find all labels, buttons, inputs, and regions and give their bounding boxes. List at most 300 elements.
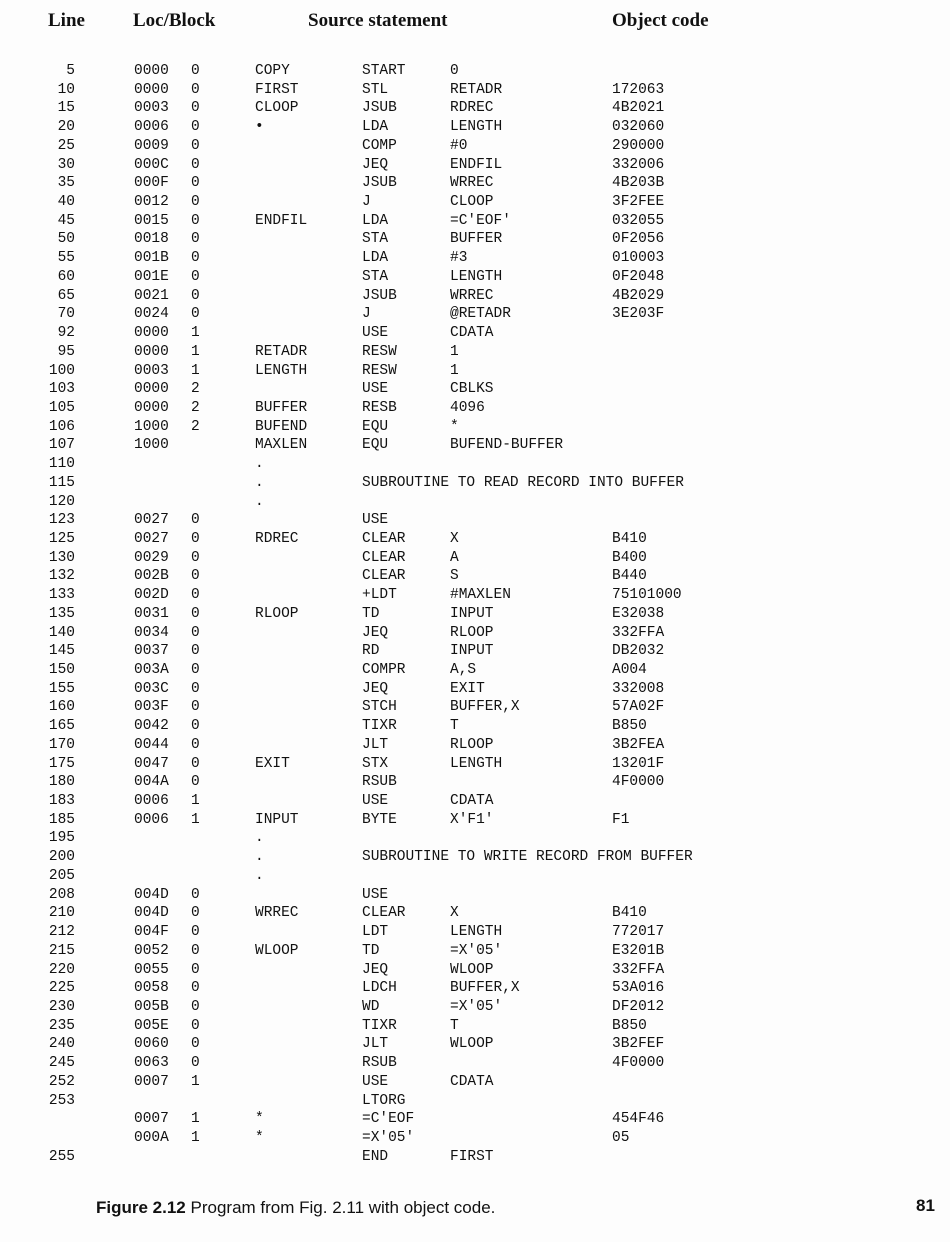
listing-row [0, 755, 950, 774]
operand: =C'EOF' [450, 212, 511, 229]
object-code: 172063 [612, 81, 665, 98]
block-number: 0 [191, 156, 200, 173]
block-number: 0 [191, 250, 200, 267]
line-number: 200 [48, 849, 75, 866]
location-counter: 0042 [134, 718, 169, 735]
operand: ENDFIL [450, 156, 503, 173]
opcode: STX [362, 755, 389, 772]
location-counter: 0000 [134, 399, 169, 416]
operand: CDATA [450, 325, 494, 342]
line-number: 65 [57, 287, 75, 304]
location-counter: 0018 [134, 231, 169, 248]
opcode: STA [362, 268, 389, 285]
opcode: CLEAR [362, 905, 406, 922]
listing-row [0, 1148, 950, 1167]
label: BUFFER [255, 399, 308, 416]
block-number: 0 [191, 662, 200, 678]
header-loc-block: Loc/Block [133, 10, 216, 31]
location-counter: 003C [134, 680, 169, 697]
block-number: 0 [191, 231, 200, 248]
object-code: 032060 [612, 119, 665, 136]
opcode: +LDT [362, 587, 397, 604]
listing-row [0, 886, 950, 905]
location-counter: 001B [134, 250, 169, 267]
operand: CDATA [450, 1073, 494, 1090]
location-counter: 0015 [134, 212, 169, 229]
block-number: 0 [191, 568, 200, 585]
header-source-statement: Source statement [308, 10, 448, 31]
operand: X [450, 905, 459, 922]
line-number: 155 [48, 680, 75, 697]
listing-row [0, 961, 950, 980]
line-number: 110 [48, 456, 75, 473]
label: * [255, 1111, 264, 1128]
label: . [255, 456, 264, 473]
block-number: 0 [191, 605, 200, 622]
operand: CLOOP [450, 194, 494, 211]
listing-row [0, 249, 950, 268]
block-number: 1 [191, 325, 200, 342]
listing-row [0, 1110, 950, 1129]
object-code: 332FFA [612, 961, 665, 978]
operand: WLOOP [450, 961, 494, 978]
object-code: 010003 [612, 250, 665, 267]
opcode: JLT [362, 736, 389, 753]
block-number: 0 [191, 718, 200, 735]
object-code: E32038 [612, 605, 665, 622]
operand: FIRST [450, 1148, 494, 1165]
location-counter: 004D [134, 905, 169, 922]
line-number: 135 [48, 605, 75, 622]
block-number: 2 [191, 399, 200, 416]
location-counter: 004F [134, 924, 169, 941]
listing-row [0, 511, 950, 530]
line-number: 225 [48, 980, 75, 997]
label: ENDFIL [255, 212, 308, 229]
location-counter: 0007 [134, 1073, 169, 1090]
operand: LENGTH [450, 924, 503, 941]
line-number: 55 [57, 250, 75, 267]
operand: 1 [450, 343, 459, 360]
header-object-code: Object code [612, 10, 709, 31]
label: LENGTH [255, 362, 308, 379]
opcode: LDT [362, 924, 389, 941]
label: MAXLEN [255, 437, 308, 454]
object-code: A004 [612, 662, 647, 678]
listing-row [0, 904, 950, 923]
operand: X [450, 530, 459, 547]
block-number: 0 [191, 774, 200, 791]
opcode: SUBROUTINE TO WRITE RECORD FROM BUFFER [362, 849, 693, 866]
opcode: USE [362, 512, 389, 529]
block-number: 0 [191, 755, 200, 772]
operand: CBLKS [450, 381, 494, 398]
opcode: JSUB [362, 287, 397, 304]
object-code: 3F2FEE [612, 194, 665, 211]
listing-row [0, 1092, 950, 1111]
operand: WLOOP [450, 1036, 494, 1053]
opcode: JSUB [362, 100, 397, 117]
object-code: 4F0000 [612, 1055, 665, 1072]
label: . [255, 474, 264, 491]
operand: EXIT [450, 680, 485, 697]
block-number: 0 [191, 961, 200, 978]
label: • [255, 119, 264, 136]
listing-row [0, 230, 950, 249]
operand: BUFEND-BUFFER [450, 437, 564, 454]
opcode: TIXR [362, 718, 397, 735]
operand: CDATA [450, 793, 494, 810]
opcode: LDCH [362, 980, 397, 997]
line-number: 95 [57, 343, 75, 360]
opcode: STL [362, 81, 389, 98]
opcode: LDA [362, 250, 389, 267]
operand: WRREC [450, 287, 494, 304]
location-counter: 0000 [134, 81, 169, 98]
block-number: 0 [191, 924, 200, 941]
location-counter: 0000 [134, 63, 169, 79]
line-number: 140 [48, 624, 75, 641]
location-counter: 0003 [134, 100, 169, 117]
opcode: CLEAR [362, 530, 406, 547]
label: * [255, 1129, 264, 1146]
block-number: 0 [191, 980, 200, 997]
line-number: 106 [48, 418, 75, 435]
block-number: 0 [191, 119, 200, 136]
line-number: 40 [57, 194, 75, 211]
object-code: B850 [612, 1017, 647, 1034]
operand: INPUT [450, 643, 494, 660]
line-number: 170 [48, 736, 75, 753]
listing-row [0, 268, 950, 287]
opcode: =X'05' [362, 1129, 415, 1146]
listing-row [0, 998, 950, 1017]
block-number: 0 [191, 1036, 200, 1053]
listing-row [0, 567, 950, 586]
listing-row [0, 586, 950, 605]
listing-row [0, 305, 950, 324]
operand: =X'05' [450, 998, 503, 1015]
location-counter: 0058 [134, 980, 169, 997]
location-counter: 0000 [134, 381, 169, 398]
block-number: 0 [191, 512, 200, 529]
operand: RLOOP [450, 624, 494, 641]
listing-row [0, 493, 950, 512]
object-code: 3B2FEF [612, 1036, 665, 1053]
block-number: 0 [191, 137, 200, 154]
object-code: 0F2056 [612, 231, 665, 248]
block-number: 0 [191, 306, 200, 323]
listing-row [0, 680, 950, 699]
label: COPY [255, 63, 290, 79]
listing-row [0, 811, 950, 830]
line-number: 70 [57, 306, 75, 323]
label: . [255, 830, 264, 847]
label: WLOOP [255, 942, 299, 959]
location-counter: 004A [134, 774, 169, 791]
operand: 1 [450, 362, 459, 379]
block-number: 0 [191, 287, 200, 304]
listing-row [0, 829, 950, 848]
listing-row [0, 137, 950, 156]
location-counter: 0063 [134, 1055, 169, 1072]
opcode: JSUB [362, 175, 397, 192]
operand: #3 [450, 250, 468, 267]
location-counter: 000F [134, 175, 169, 192]
line-number: 125 [48, 530, 75, 547]
line-number: 253 [48, 1092, 75, 1109]
label: . [255, 493, 264, 510]
opcode: TD [362, 605, 380, 622]
listing-row [0, 418, 950, 437]
operand: LENGTH [450, 268, 503, 285]
listing-row [0, 193, 950, 212]
header-line: Line [48, 10, 85, 31]
line-number: 120 [48, 493, 75, 510]
listing-row [0, 436, 950, 455]
opcode: BYTE [362, 811, 397, 828]
line-number: 205 [48, 867, 75, 884]
block-number: 2 [191, 381, 200, 398]
operand: RDREC [450, 100, 494, 117]
location-counter: 005B [134, 998, 169, 1015]
object-code: 290000 [612, 137, 665, 154]
block-number: 0 [191, 680, 200, 697]
object-code: 332FFA [612, 624, 665, 641]
location-counter: 0003 [134, 362, 169, 379]
location-counter: 0060 [134, 1036, 169, 1053]
operand: S [450, 568, 459, 585]
opcode: COMP [362, 137, 397, 154]
line-number: 133 [48, 587, 75, 604]
opcode: TIXR [362, 1017, 397, 1034]
line-number: 210 [48, 905, 75, 922]
listing-row [0, 212, 950, 231]
block-number: 0 [191, 699, 200, 716]
object-code: 0F2048 [612, 268, 665, 285]
opcode: =C'EOF [362, 1111, 415, 1128]
location-counter: 003F [134, 699, 169, 716]
line-number: 230 [48, 998, 75, 1015]
label: RLOOP [255, 605, 299, 622]
line-number: 215 [48, 942, 75, 959]
object-code: 13201F [612, 755, 665, 772]
opcode: END [362, 1148, 389, 1165]
line-number: 15 [57, 100, 75, 117]
operand: * [450, 418, 459, 435]
operand: LENGTH [450, 755, 503, 772]
operand: BUFFER,X [450, 699, 520, 716]
object-code: 75101000 [612, 587, 682, 604]
operand: RLOOP [450, 736, 494, 753]
listing-row [0, 380, 950, 399]
location-counter: 0034 [134, 624, 169, 641]
opcode: WD [362, 998, 380, 1015]
location-counter: 0006 [134, 793, 169, 810]
listing-row [0, 624, 950, 643]
listing-row [0, 1073, 950, 1092]
opcode: USE [362, 793, 389, 810]
block-number: 0 [191, 886, 200, 903]
line-number: 183 [48, 793, 75, 810]
location-counter: 0012 [134, 194, 169, 211]
listing-row [0, 399, 950, 418]
block-number: 1 [191, 1111, 200, 1128]
listing-row [0, 156, 950, 175]
line-number: 115 [48, 474, 75, 491]
opcode: USE [362, 325, 389, 342]
opcode: USE [362, 1073, 389, 1090]
figure-caption [96, 1198, 495, 1218]
operand: BUFFER [450, 231, 503, 248]
line-number: 180 [48, 774, 75, 791]
block-number: 0 [191, 643, 200, 660]
line-number: 240 [48, 1036, 75, 1053]
line-number: 100 [48, 362, 75, 379]
location-counter: 1000 [134, 437, 169, 454]
opcode: USE [362, 381, 389, 398]
opcode: CLEAR [362, 568, 406, 585]
operand: BUFFER,X [450, 980, 520, 997]
line-number: 252 [48, 1073, 75, 1090]
location-counter: 0021 [134, 287, 169, 304]
opcode: STA [362, 231, 389, 248]
object-code: 57A02F [612, 699, 665, 716]
object-code: B410 [612, 530, 647, 547]
block-number: 0 [191, 530, 200, 547]
opcode: STCH [362, 699, 397, 716]
location-counter: 002B [134, 568, 169, 585]
location-counter: 0027 [134, 530, 169, 547]
location-counter: 0031 [134, 605, 169, 622]
line-number: 92 [57, 325, 75, 342]
listing-row [0, 362, 950, 381]
block-number: 0 [191, 624, 200, 641]
object-code: 332008 [612, 680, 665, 697]
object-code: 4B2021 [612, 100, 665, 117]
location-counter: 0044 [134, 736, 169, 753]
block-number: 0 [191, 1055, 200, 1072]
opcode: RSUB [362, 774, 397, 791]
object-code: 454F46 [612, 1111, 665, 1128]
block-number: 0 [191, 998, 200, 1015]
listing-row [0, 324, 950, 343]
object-code: B400 [612, 549, 647, 566]
label: FIRST [255, 81, 299, 98]
figure-caption-text: Program from Fig. 2.11 with object code. [190, 1198, 496, 1217]
line-number: 160 [48, 699, 75, 716]
line-number: 107 [48, 437, 75, 454]
block-number: 0 [191, 549, 200, 566]
listing-row [0, 717, 950, 736]
operand: RETADR [450, 81, 503, 98]
object-code: 332006 [612, 156, 665, 173]
operand: =X'05' [450, 942, 503, 959]
line-number: 132 [48, 568, 75, 585]
listing-row [0, 605, 950, 624]
line-number: 175 [48, 755, 75, 772]
opcode: J [362, 194, 371, 211]
location-counter: 0024 [134, 306, 169, 323]
block-number: 0 [191, 587, 200, 604]
label: EXIT [255, 755, 290, 772]
block-number: 0 [191, 63, 200, 79]
block-number: 0 [191, 81, 200, 98]
line-number: 235 [48, 1017, 75, 1034]
opcode: CLEAR [362, 549, 406, 566]
operand: WRREC [450, 175, 494, 192]
block-number: 1 [191, 811, 200, 828]
location-counter: 001E [134, 268, 169, 285]
object-code: F1 [612, 811, 630, 828]
opcode: COMPR [362, 662, 406, 678]
object-code: 4B203B [612, 175, 665, 192]
block-number: 1 [191, 793, 200, 810]
listing-row [0, 773, 950, 792]
block-number: 0 [191, 212, 200, 229]
opcode: RSUB [362, 1055, 397, 1072]
block-number: 0 [191, 736, 200, 753]
operand: A,S [450, 662, 477, 678]
line-number: 35 [57, 175, 75, 192]
line-number: 185 [48, 811, 75, 828]
opcode: JEQ [362, 680, 389, 697]
block-number: 0 [191, 942, 200, 959]
object-code: B440 [612, 568, 647, 585]
line-number: 195 [48, 830, 75, 847]
line-number: 30 [57, 156, 75, 173]
listing-row [0, 1129, 950, 1148]
label: . [255, 867, 264, 884]
listing-row [0, 792, 950, 811]
line-number: 123 [48, 512, 75, 529]
location-counter: 000C [134, 156, 169, 173]
opcode: LDA [362, 119, 389, 136]
line-number: 103 [48, 381, 75, 398]
operand: LENGTH [450, 119, 503, 136]
opcode: START [362, 63, 406, 79]
location-counter: 002D [134, 587, 169, 604]
line-number: 255 [48, 1148, 75, 1165]
block-number: 1 [191, 362, 200, 379]
listing-row [0, 979, 950, 998]
listing-row [0, 642, 950, 661]
operand: INPUT [450, 605, 494, 622]
location-counter: 0037 [134, 643, 169, 660]
line-number: 165 [48, 718, 75, 735]
listing-row [0, 62, 950, 81]
location-counter: 0009 [134, 137, 169, 154]
object-code: 772017 [612, 924, 665, 941]
object-code: 4F0000 [612, 774, 665, 791]
listing-row [0, 1054, 950, 1073]
operand: A [450, 549, 459, 566]
location-counter: 0055 [134, 961, 169, 978]
opcode: SUBROUTINE TO READ RECORD INTO BUFFER [362, 474, 684, 491]
listing-row [0, 99, 950, 118]
opcode: JEQ [362, 156, 389, 173]
opcode: RESW [362, 362, 397, 379]
line-number: 245 [48, 1055, 75, 1072]
object-code: B410 [612, 905, 647, 922]
object-code: E3201B [612, 942, 665, 959]
listing-row [0, 174, 950, 193]
opcode: JEQ [362, 624, 389, 641]
location-counter: 004D [134, 886, 169, 903]
listing-row [0, 867, 950, 886]
listing-row [0, 118, 950, 137]
object-code: 4B2029 [612, 287, 665, 304]
